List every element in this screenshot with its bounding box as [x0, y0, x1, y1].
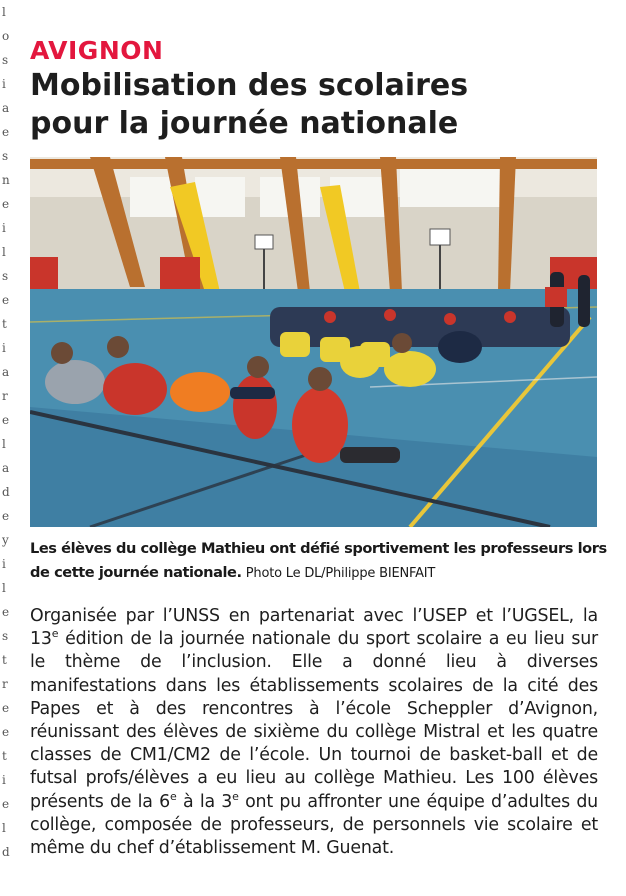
margin-fragment: i [2, 77, 6, 91]
margin-fragment: t [2, 749, 7, 763]
margin-fragment: e [2, 413, 10, 427]
body-part-2: édition de la journée nationale du sport scolaire a eu lieu sur le thème de l’inclusion. Elle a donné lieu à diverses manifestations dans les établissements scolaires de la cité des Papes et à des rencontres à l’école Scheppler d’Avignon, réunissant des élèves de sixième du collège Mistral et les quatre classes de CM1/CM2 de l’école. Un tournoi de basket-ball et de futsal profs/élèves a eu lieu au collège Mathieu. Les 100 élèves présents de la 6 [30, 629, 598, 812]
section-kicker: AVIGNON [30, 36, 164, 65]
margin-fragment: s [2, 629, 9, 643]
body-part-3: à la 3 [176, 791, 233, 812]
gym-scene-illustration [30, 157, 597, 527]
margin-fragment: l [2, 581, 6, 595]
ordinal-suffix-1: e [51, 627, 59, 641]
margin-fragment: l [2, 437, 6, 451]
margin-fragment: t [2, 317, 7, 331]
margin-fragment: e [2, 509, 10, 523]
margin-fragment: d [2, 845, 10, 859]
caption-text: Les élèves du collège Mathieu ont défié sportivement les professeurs lors de cette journée nationale. [30, 540, 607, 581]
margin-fragment: a [2, 101, 10, 115]
margin-fragment: n [2, 173, 10, 187]
margin-fragment: a [2, 461, 10, 475]
margin-fragment: d [2, 485, 10, 499]
ordinal-suffix-2: e [170, 789, 177, 803]
margin-fragment: r [2, 389, 8, 403]
margin-fragment: t [2, 653, 7, 667]
margin-fragment: r [2, 677, 8, 691]
margin-fragment: e [2, 605, 10, 619]
ordinal-suffix-3: e [232, 789, 239, 803]
margin-fragment: i [2, 773, 6, 787]
headline-line-1: Mobilisation des scolaires [30, 68, 469, 103]
margin-fragment: e [2, 797, 10, 811]
margin-fragment: s [2, 149, 9, 163]
margin-fragment: o [2, 29, 10, 43]
margin-fragment: s [2, 269, 9, 283]
margin-fragment: s [2, 53, 9, 67]
photo-caption [30, 537, 610, 586]
margin-fragment: l [2, 245, 6, 259]
headline [30, 67, 610, 143]
margin-fragment: e [2, 125, 10, 139]
margin-fragment: e [2, 293, 10, 307]
margin-fragment: i [2, 341, 6, 355]
article-photo [30, 157, 597, 527]
margin-fragment: y [2, 533, 9, 547]
body-part-1: Organisée par l’UNSS en partenariat avec l’USEP et l’UGSEL, la 13 [30, 606, 598, 650]
headline-line-2: pour la journée nationale [30, 106, 459, 141]
margin-fragment: i [2, 557, 6, 571]
margin-fragment: e [2, 701, 10, 715]
margin-fragment: a [2, 365, 10, 379]
margin-fragment: i [2, 221, 6, 235]
article-body [30, 605, 598, 860]
photo-credit: Photo Le DL/Philippe BIENFAIT [245, 566, 436, 581]
body-part-4: ont pu affronter une équipe d’adultes du collège, composée de professeurs, de personnels vie scolaire et même du chef d’établissement M. Guenat. [30, 791, 598, 859]
margin-fragment: l [2, 5, 6, 19]
margin-fragment: e [2, 725, 10, 739]
margin-fragment: l [2, 821, 6, 835]
neighbour-column-fragment [0, 0, 14, 896]
margin-fragment: e [2, 197, 10, 211]
